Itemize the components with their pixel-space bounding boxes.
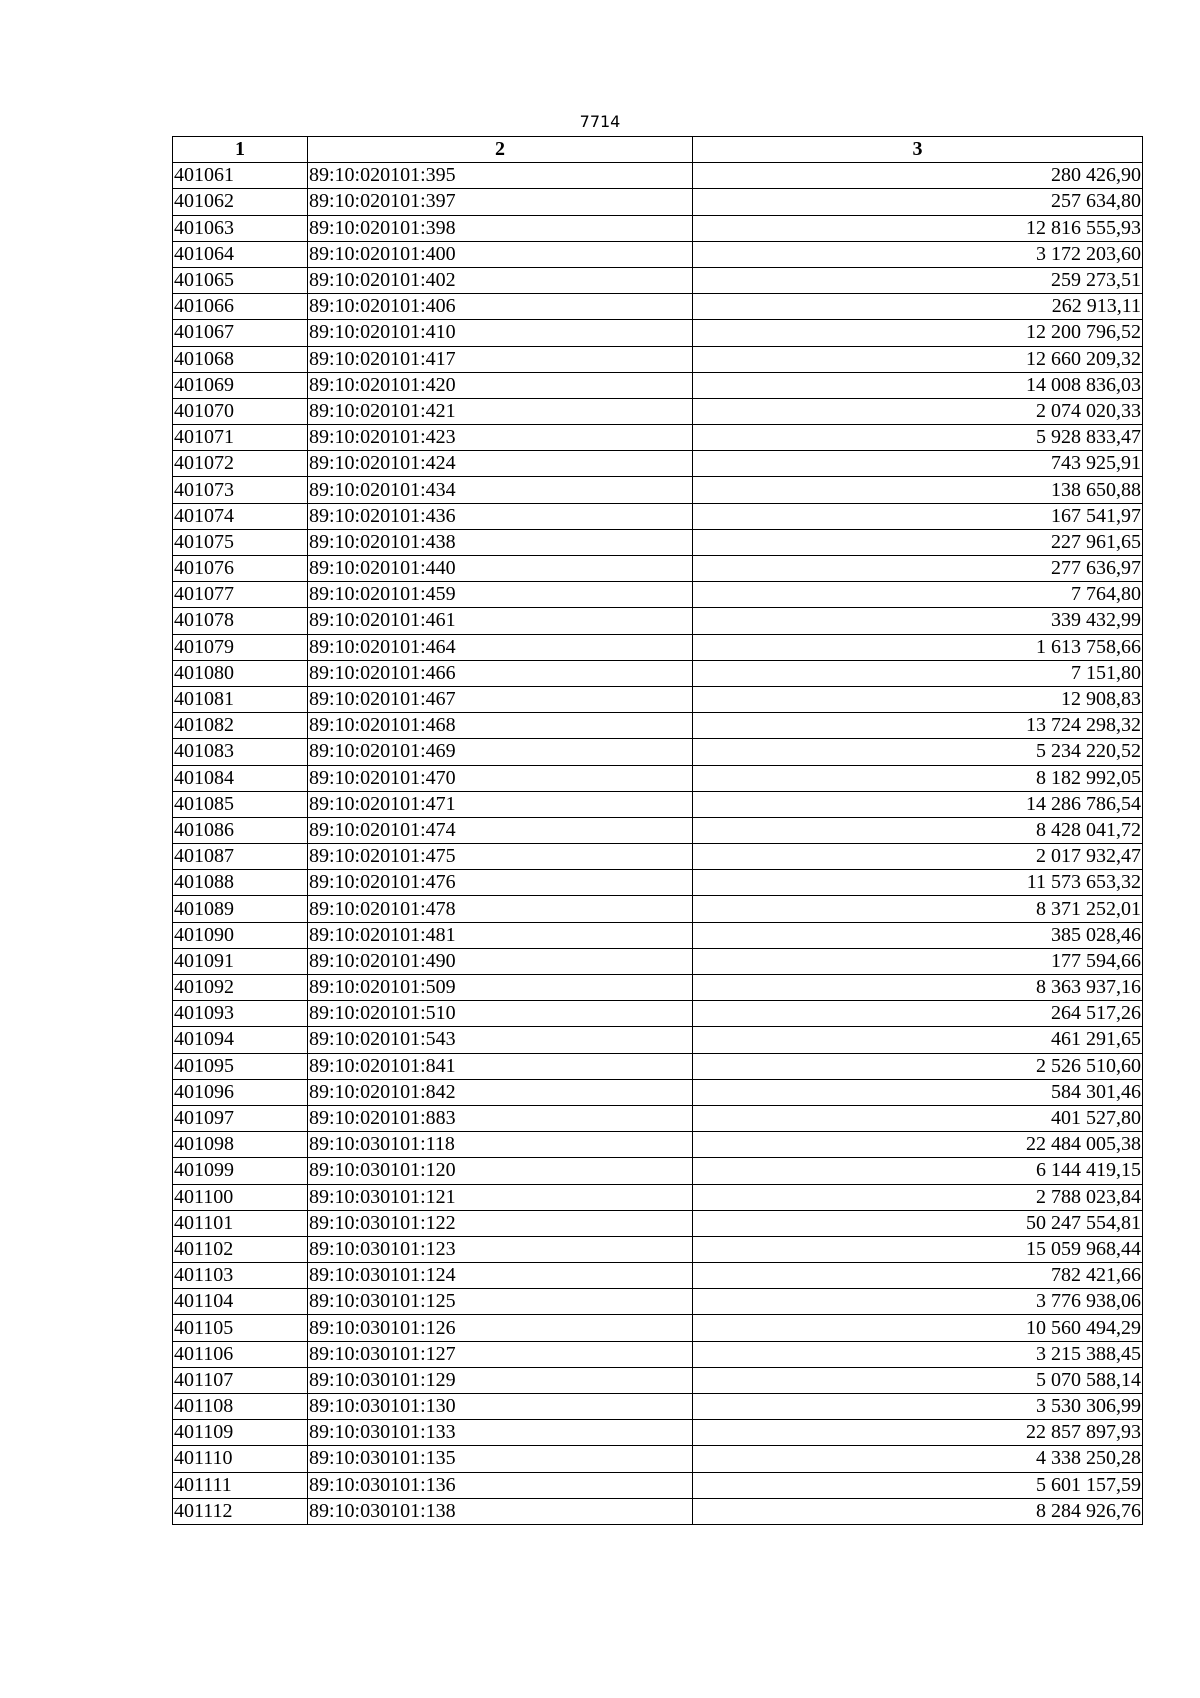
table-row [173,451,1143,477]
cadastral-number-cell: 89:10:020101:420 [308,372,693,398]
row-number-cell: 401077 [173,582,308,608]
row-number-cell: 401061 [173,163,308,189]
column-header-1: 1 [173,137,308,163]
table-row [173,1027,1143,1053]
table-row [173,503,1143,529]
row-number-cell: 401102 [173,1236,308,1262]
cadastral-number-cell: 89:10:020101:842 [308,1079,693,1105]
table-row [173,765,1143,791]
cadastral-number-cell: 89:10:020101:398 [308,215,693,241]
row-number-cell: 401081 [173,686,308,712]
table-row [173,425,1143,451]
value-cell: 5 928 833,47 [693,425,1143,451]
row-number-cell: 401083 [173,739,308,765]
value-cell: 22 857 897,93 [693,1420,1143,1446]
header-row [173,137,1143,163]
cadastral-number-cell: 89:10:030101:121 [308,1184,693,1210]
value-cell: 257 634,80 [693,189,1143,215]
value-cell: 385 028,46 [693,922,1143,948]
value-cell: 401 527,80 [693,1105,1143,1131]
cadastral-number-cell: 89:10:020101:475 [308,844,693,870]
value-cell: 10 560 494,29 [693,1315,1143,1341]
row-number-cell: 401100 [173,1184,308,1210]
table-row [173,346,1143,372]
cadastral-number-cell: 89:10:020101:468 [308,713,693,739]
cadastral-number-cell: 89:10:030101:123 [308,1236,693,1262]
cadastral-number-cell: 89:10:030101:138 [308,1498,693,1524]
table-row [173,1079,1143,1105]
row-number-cell: 401094 [173,1027,308,1053]
row-number-cell: 401063 [173,215,308,241]
table-row [173,686,1143,712]
table-row [173,975,1143,1001]
value-cell: 584 301,46 [693,1079,1143,1105]
value-cell: 3 530 306,99 [693,1394,1143,1420]
value-cell: 2 017 932,47 [693,844,1143,870]
value-cell: 6 144 419,15 [693,1158,1143,1184]
table-row [173,1315,1143,1341]
cadastral-number-cell: 89:10:020101:395 [308,163,693,189]
cadastral-number-cell: 89:10:020101:417 [308,346,693,372]
row-number-cell: 401075 [173,529,308,555]
cadastral-number-cell: 89:10:020101:466 [308,660,693,686]
value-cell: 743 925,91 [693,451,1143,477]
cadastral-number-cell: 89:10:020101:397 [308,189,693,215]
cadastral-number-cell: 89:10:020101:471 [308,791,693,817]
row-number-cell: 401080 [173,660,308,686]
table-row [173,398,1143,424]
value-cell: 12 816 555,93 [693,215,1143,241]
row-number-cell: 401062 [173,189,308,215]
row-number-cell: 401109 [173,1420,308,1446]
table-row [173,634,1143,660]
row-number-cell: 401067 [173,320,308,346]
value-cell: 8 284 926,76 [693,1498,1143,1524]
table-row [173,215,1143,241]
cadastral-number-cell: 89:10:020101:470 [308,765,693,791]
table-row [173,1420,1143,1446]
value-cell: 12 908,83 [693,686,1143,712]
value-cell: 782 421,66 [693,1263,1143,1289]
row-number-cell: 401070 [173,398,308,424]
value-cell: 138 650,88 [693,477,1143,503]
row-number-cell: 401086 [173,817,308,843]
cadastral-number-cell: 89:10:020101:421 [308,398,693,424]
table-row [173,713,1143,739]
row-number-cell: 401096 [173,1079,308,1105]
table-row [173,1053,1143,1079]
column-header-2: 2 [308,137,693,163]
value-cell: 5 601 157,59 [693,1472,1143,1498]
value-cell: 4 338 250,28 [693,1446,1143,1472]
table-row [173,320,1143,346]
value-cell: 339 432,99 [693,608,1143,634]
table-row [173,1498,1143,1524]
value-cell: 177 594,66 [693,948,1143,974]
value-cell: 277 636,97 [693,556,1143,582]
table-row [173,1236,1143,1262]
cadastral-number-cell: 89:10:030101:126 [308,1315,693,1341]
row-number-cell: 401084 [173,765,308,791]
table-row [173,372,1143,398]
row-number-cell: 401071 [173,425,308,451]
row-number-cell: 401088 [173,870,308,896]
value-cell: 8 363 937,16 [693,975,1143,1001]
value-cell: 227 961,65 [693,529,1143,555]
row-number-cell: 401098 [173,1132,308,1158]
table-row [173,817,1143,843]
row-number-cell: 401079 [173,634,308,660]
table-row [173,241,1143,267]
row-number-cell: 401099 [173,1158,308,1184]
table-row [173,1105,1143,1131]
table-row [173,1472,1143,1498]
table-row [173,477,1143,503]
table-row [173,1263,1143,1289]
table-row [173,870,1143,896]
cadastral-number-cell: 89:10:020101:469 [308,739,693,765]
cadastral-number-cell: 89:10:030101:136 [308,1472,693,1498]
cadastral-number-cell: 89:10:020101:476 [308,870,693,896]
value-cell: 3 776 938,06 [693,1289,1143,1315]
value-cell: 264 517,26 [693,1001,1143,1027]
value-cell: 8 182 992,05 [693,765,1143,791]
row-number-cell: 401091 [173,948,308,974]
cadastral-number-cell: 89:10:020101:440 [308,556,693,582]
cadastral-number-cell: 89:10:020101:434 [308,477,693,503]
row-number-cell: 401072 [173,451,308,477]
cadastral-number-cell: 89:10:030101:133 [308,1420,693,1446]
value-cell: 3 172 203,60 [693,241,1143,267]
row-number-cell: 401069 [173,372,308,398]
row-number-cell: 401065 [173,267,308,293]
cadastral-number-cell: 89:10:020101:841 [308,1053,693,1079]
cadastral-number-cell: 89:10:020101:424 [308,451,693,477]
value-cell: 8 371 252,01 [693,896,1143,922]
row-number-cell: 401108 [173,1394,308,1420]
cadastral-number-cell: 89:10:020101:478 [308,896,693,922]
row-number-cell: 401106 [173,1341,308,1367]
value-cell: 2 788 023,84 [693,1184,1143,1210]
table-row [173,1341,1143,1367]
value-cell: 2 074 020,33 [693,398,1143,424]
table-row [173,739,1143,765]
value-cell: 5 070 588,14 [693,1367,1143,1393]
table-row [173,1394,1143,1420]
cadastral-number-cell: 89:10:020101:467 [308,686,693,712]
cadastral-number-cell: 89:10:020101:510 [308,1001,693,1027]
table-row [173,529,1143,555]
data-table [172,136,1143,1525]
value-cell: 13 724 298,32 [693,713,1143,739]
table-row [173,948,1143,974]
value-cell: 50 247 554,81 [693,1210,1143,1236]
value-cell: 262 913,11 [693,294,1143,320]
value-cell: 461 291,65 [693,1027,1143,1053]
table-row [173,1446,1143,1472]
value-cell: 8 428 041,72 [693,817,1143,843]
table-row [173,582,1143,608]
table-row [173,896,1143,922]
table-row [173,791,1143,817]
cadastral-number-cell: 89:10:020101:423 [308,425,693,451]
table-row [173,189,1143,215]
value-cell: 3 215 388,45 [693,1341,1143,1367]
cadastral-number-cell: 89:10:020101:883 [308,1105,693,1131]
cadastral-number-cell: 89:10:030101:125 [308,1289,693,1315]
row-number-cell: 401068 [173,346,308,372]
cadastral-number-cell: 89:10:020101:459 [308,582,693,608]
row-number-cell: 401105 [173,1315,308,1341]
value-cell: 259 273,51 [693,267,1143,293]
table-row [173,844,1143,870]
table-row [173,1210,1143,1236]
cadastral-number-cell: 89:10:030101:120 [308,1158,693,1184]
value-cell: 280 426,90 [693,163,1143,189]
cadastral-number-cell: 89:10:030101:129 [308,1367,693,1393]
cadastral-number-cell: 89:10:020101:474 [308,817,693,843]
row-number-cell: 401104 [173,1289,308,1315]
row-number-cell: 401089 [173,896,308,922]
row-number-cell: 401073 [173,477,308,503]
cadastral-number-cell: 89:10:030101:122 [308,1210,693,1236]
row-number-cell: 401066 [173,294,308,320]
value-cell: 14 286 786,54 [693,791,1143,817]
table-row [173,1158,1143,1184]
cadastral-number-cell: 89:10:020101:461 [308,608,693,634]
row-number-cell: 401095 [173,1053,308,1079]
value-cell: 7 764,80 [693,582,1143,608]
row-number-cell: 401101 [173,1210,308,1236]
row-number-cell: 401103 [173,1263,308,1289]
row-number-cell: 401111 [173,1472,308,1498]
column-header-3: 3 [693,137,1143,163]
value-cell: 5 234 220,52 [693,739,1143,765]
row-number-cell: 401092 [173,975,308,1001]
table-row [173,1132,1143,1158]
cadastral-number-cell: 89:10:020101:490 [308,948,693,974]
row-number-cell: 401082 [173,713,308,739]
cadastral-number-cell: 89:10:020101:543 [308,1027,693,1053]
row-number-cell: 401087 [173,844,308,870]
cadastral-number-cell: 89:10:020101:509 [308,975,693,1001]
value-cell: 7 151,80 [693,660,1143,686]
table-row [173,163,1143,189]
row-number-cell: 401064 [173,241,308,267]
value-cell: 15 059 968,44 [693,1236,1143,1262]
row-number-cell: 401110 [173,1446,308,1472]
value-cell: 12 660 209,32 [693,346,1143,372]
page-number: 7714 [579,112,621,131]
value-cell: 14 008 836,03 [693,372,1143,398]
value-cell: 12 200 796,52 [693,320,1143,346]
cadastral-number-cell: 89:10:020101:410 [308,320,693,346]
cadastral-number-cell: 89:10:020101:402 [308,267,693,293]
table-row [173,922,1143,948]
row-number-cell: 401112 [173,1498,308,1524]
cadastral-number-cell: 89:10:020101:400 [308,241,693,267]
table-row [173,1184,1143,1210]
cadastral-number-cell: 89:10:020101:481 [308,922,693,948]
row-number-cell: 401076 [173,556,308,582]
cadastral-number-cell: 89:10:020101:436 [308,503,693,529]
value-cell: 22 484 005,38 [693,1132,1143,1158]
row-number-cell: 401085 [173,791,308,817]
table-body [173,163,1143,1525]
cadastral-number-cell: 89:10:020101:406 [308,294,693,320]
row-number-cell: 401093 [173,1001,308,1027]
value-cell: 1 613 758,66 [693,634,1143,660]
table-row [173,556,1143,582]
cadastral-number-cell: 89:10:030101:135 [308,1446,693,1472]
table-row [173,1289,1143,1315]
table-row [173,660,1143,686]
row-number-cell: 401097 [173,1105,308,1131]
value-cell: 167 541,97 [693,503,1143,529]
table-row [173,294,1143,320]
cadastral-number-cell: 89:10:030101:124 [308,1263,693,1289]
table-row [173,1001,1143,1027]
table-row [173,608,1143,634]
cadastral-number-cell: 89:10:020101:438 [308,529,693,555]
cadastral-number-cell: 89:10:030101:118 [308,1132,693,1158]
row-number-cell: 401074 [173,503,308,529]
row-number-cell: 401090 [173,922,308,948]
cadastral-number-cell: 89:10:020101:464 [308,634,693,660]
table-row [173,1367,1143,1393]
row-number-cell: 401078 [173,608,308,634]
cadastral-number-cell: 89:10:030101:130 [308,1394,693,1420]
value-cell: 2 526 510,60 [693,1053,1143,1079]
row-number-cell: 401107 [173,1367,308,1393]
table-row [173,267,1143,293]
value-cell: 11 573 653,32 [693,870,1143,896]
cadastral-number-cell: 89:10:030101:127 [308,1341,693,1367]
